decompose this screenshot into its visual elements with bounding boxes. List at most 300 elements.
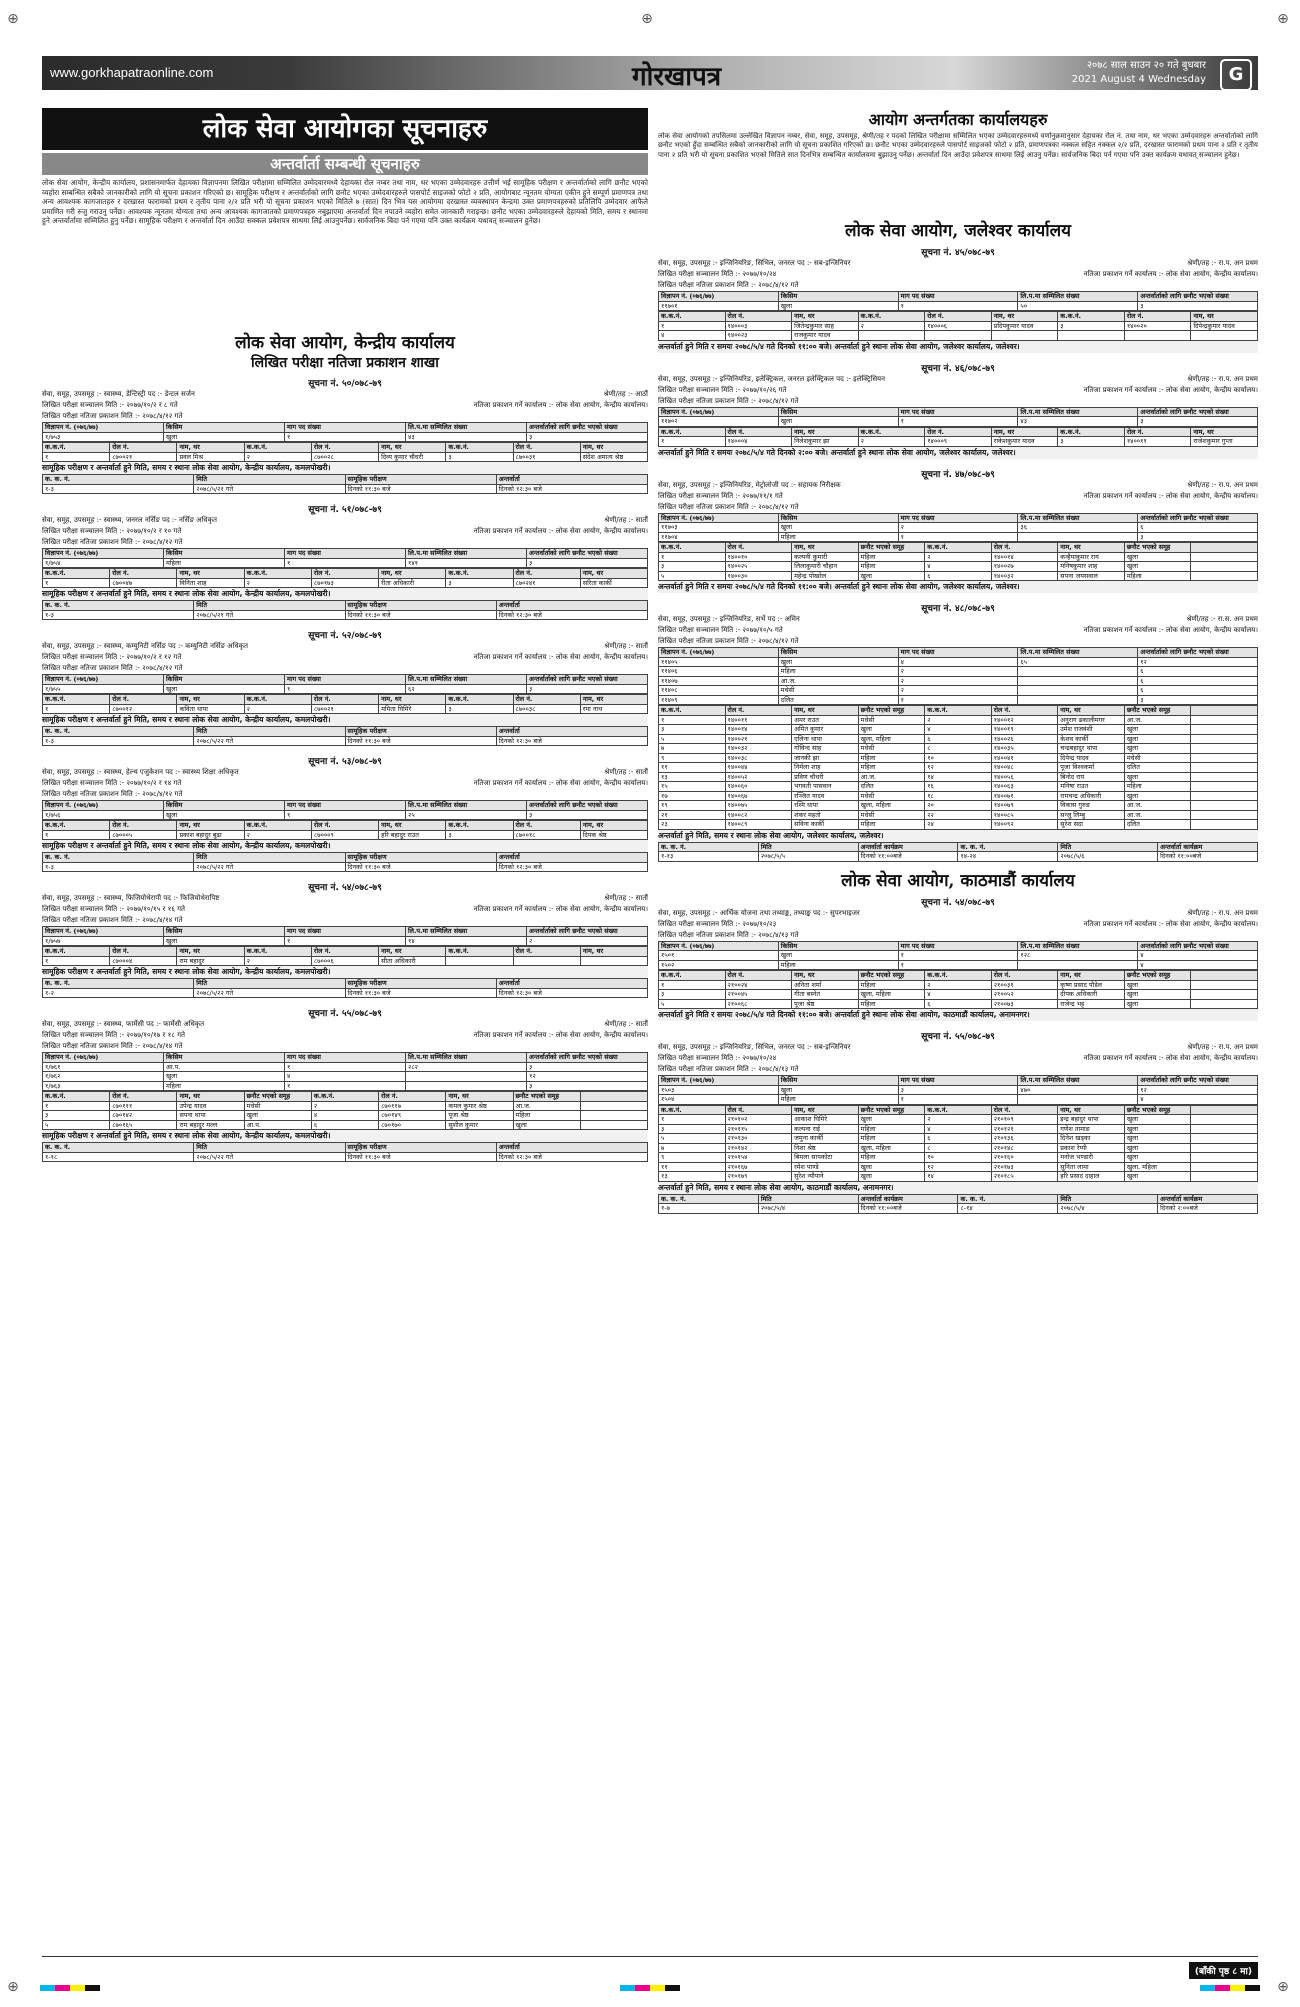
table-header-row [43,853,648,863]
table-cell: खुला [858,1172,925,1182]
advertisement-table [42,674,648,694]
result-publisher: नतिजा प्रकाशन गर्ने कार्यालय :- लोक सेवा आयोग, केन्द्रीय कार्यालय। [473,1031,648,1039]
table-cell: ३ [527,558,648,568]
column-header: क. क. नं. [43,853,194,863]
table-cell: एलिना थापा [792,734,859,744]
table-cell: पूजा श्रेष्ठ [792,999,859,1009]
table-header-row [43,927,648,937]
table-cell: आ.ज. [858,772,925,782]
table-cell: १८ [925,791,992,801]
interview-venue: अन्तर्वार्ता हुने मिति, समय र स्थानः लोक सेवा आयोग, जलेश्वर कार्यालय, जलेश्वर। [658,830,1258,842]
column-header: नाम, थर [792,427,859,437]
table-cell: ६ [1138,686,1258,696]
notice-meta-line [658,614,1258,625]
column-header: क. क. नं. [43,979,194,989]
column-header: विज्ञापन नं. (०७६/७७) [43,675,164,685]
table-cell: कल्पना राई [792,1124,859,1134]
table-cell: १२ [1138,1085,1258,1095]
table-cell: ३ [446,578,513,588]
interview-venue: अन्तर्वार्ता हुने मिति र समयः २०७८/५/४ गते दिनको ११:०० बजे। अन्तर्वार्ता हुने स्थानः लोक सेवा आयोग, जलेश्वर कार्यालय, जलेश्वर। [658,341,1258,353]
table-cell: महिला [858,820,925,830]
table-cell: खुला, महिला [858,1143,925,1153]
table-cell: खुला, महिला [1124,1162,1191,1172]
column-header: विज्ञापन नं. (०७६/७७) [43,801,164,811]
table-cell: २ [244,830,311,840]
table-cell: १४००१४ [725,725,792,735]
column-header: विज्ञापन नं. (०७६/७७) [43,423,164,433]
table-cell: १४०००६ [925,321,992,331]
result-date: लिखित परीक्षा नतिजा प्रकाशन मिति :- २०७८/४/१३ गते [658,1065,799,1073]
column-header: क.क.नं. [858,427,925,437]
table-cell: २२ [925,810,992,820]
table-row [659,960,1258,970]
level: श्रेणी/तह :- सातौं [604,642,648,650]
column-header: रोल नं. [513,443,580,453]
schedule-table [658,1194,1258,1214]
table-cell: १४००११ [725,715,792,725]
post-name: पद :- सब-इन्जिनियर [794,1043,851,1051]
table-cell: अनुराग ढकालीमगर [1058,715,1125,725]
table-cell: २ [898,667,1018,677]
spacer [658,459,1258,463]
date-nepali: २०७८ साल साउन २० गते बुधबार [1086,60,1206,71]
table-cell: १४००१४ [991,552,1058,562]
column-header: क.क.नं. [244,947,311,957]
result-publisher: नतिजा प्रकाशन गर्ने कार्यालय :- लोक सेवा आयोग, केन्द्रीय कार्यालय। [473,401,648,409]
notice-number: सूचना नं. ५०/०७८-७९ [308,379,382,389]
level: श्रेणी/तह :- सातौं [604,516,648,524]
table-cell: ११४०५ [659,657,779,667]
table-cell [1191,1153,1258,1163]
table-cell: अनिता शर्मा [792,980,859,990]
table-cell: ८७००१२ [110,704,177,714]
table-cell [1191,725,1258,735]
table-cell: १५०३ [659,1085,779,1095]
notice-meta-line [42,767,648,778]
table-cell: १/७६१ [43,1062,164,1072]
table-cell: १ [898,1095,1018,1105]
post-name: पद :- फिजियोथेरापिष्ट [161,894,220,902]
table-cell: ७ [659,1143,726,1153]
notice-meta-line [658,908,1258,919]
column-header: नाम, थर [580,821,647,831]
table-cell: २ [244,452,311,462]
table-header-row [659,971,1258,981]
table-cell: २ [925,552,992,562]
table-cell: ८७००२१ [110,452,177,462]
table-cell: २ [244,956,311,966]
notice-block [658,601,1258,866]
result-date: लिखित परीक्षा नतिजा प्रकाशन मिति :- २०७८/४/१२ गते [658,637,799,645]
post-name: पद :- सुपरभाइजर [810,908,860,917]
table-cell: १ [43,452,110,462]
table-header-row [43,821,648,831]
column-header: अन्तर्वार्ता [496,601,647,611]
table-row [659,1143,1258,1153]
table-cell: दिनको ११:३० बजे [345,484,496,494]
table-cell [406,1072,527,1082]
table-cell: महिला [778,960,898,970]
table-cell: १४००६० [725,782,792,792]
column-header: किसिम [164,927,285,937]
post-name: पद :- नर्सिङ अधिकृत [159,516,217,524]
exam-date: लिखित परीक्षा सञ्चालन मिति :- २०७७/१०/२ र १४ गते [42,779,182,787]
table-cell: दिनको १२:३० बजे [496,736,647,746]
column-header: रोल नं. [110,695,177,705]
table-cell: १/७५५ [43,684,164,694]
table-cell: १४००१० [725,552,792,562]
notice-meta-line [42,389,648,400]
table-cell: १ [285,1081,406,1091]
column-header: लि.प.मा सम्मिलित संख्या [1018,407,1138,417]
candidate-table [658,542,1258,581]
table-row [659,725,1258,735]
column-header: क.क.नं. [446,947,513,957]
table-cell [1191,999,1258,1009]
column-header: मिति [194,979,345,989]
advertisement-table [42,548,648,568]
column-header: विज्ञापन नं. (०७६/७७) [659,941,779,951]
table-cell: ४ [925,1124,992,1134]
level: श्रेणी/तह :- सातौं [604,894,648,902]
exam-date: लिखित परीक्षा सञ्चालन मिति :- २०७७/१०/२६ गते [658,385,787,394]
service-group: सेवा, समूह, उपसमूह :- स्वास्थ्य, फिजियोथेरापी [42,894,162,902]
table-row [43,1101,648,1111]
notice-number: सूचना नं. ५२/०७८-७९ [308,631,382,641]
column-header: लि.प.मा सम्मिलित संख्या [406,549,527,559]
table-cell: १२ [925,763,992,773]
table-cell: ४३ [406,432,527,442]
table-cell: २१०१६७ [725,1162,792,1172]
table-cell: सुशील कुमार [446,1120,513,1130]
column-header: नाम, थर [1058,1105,1125,1115]
table-cell: ४ [1138,1095,1258,1105]
column-header: अन्तर्वार्ताको लागि छनौट भएको संख्या [527,549,648,559]
level: श्रेणी/तह :- रा.प. अन प्रथम [1187,259,1258,267]
column-header: किसिम [778,407,898,417]
table-cell: १ [285,936,406,946]
table-cell: खुला [778,1085,898,1095]
column-header: रोल नं. [110,569,177,579]
table-cell [1018,532,1138,542]
table-cell: खुला [164,936,285,946]
column-header: रोल नं. [311,443,378,453]
table-row [43,1081,648,1091]
table-cell: ११४०६ [659,667,779,677]
table-cell: १४०००९ [925,437,992,447]
table-cell: १/७६२ [43,1072,164,1082]
table-cell: प्रविण चौधरी [792,772,859,782]
table-cell: ८७००१८ [513,830,580,840]
table-header-row [43,947,648,957]
table-cell: खुला, महिला [858,801,925,811]
post-name: पद :- कम्युनिटी नर्सिङ अधिकृत [165,642,249,650]
regional-intro-paragraph: लोक सेवा आयोगको तपसिलमा उल्लेखित विज्ञापन नम्बर, सेवा, समूह, उपसमूह, श्रेणी/तह र पदको लिखित परीक्षामा सम्मिलित भएका उम्मेदवारहरुमध्ये वर्णानुक्रमानुसार देहायका रोल नं. तथा नाम, थर भएका उम्मेदवारहरु अन्तर्वार्ताको लागि छनौट भएको हुँदा सम्बन्धित सबैको जानकारीको लागि यो सूचना प्रकाशित गरिएको छ। छनौट भएका उम्मेदवारहरुले पासपोर्ट साइजको फोटो २ प्रति, प्रमाणपत्रका नक्कल सहित नक्कल २/२ प्रति, दरखास्त फारामको प्रथम पाना २ प्रति र तृतीय पाना २ प्रति भरी यो सूचना प्रकाशित भएको मितिले सात दिनभित्र सम्बन्धित कार्यालयमा बुझाउनु पर्नेछ। अन्तर्वार्ता दिन आउँदा प्रवेशपत्र साथमा लिई आउनु पर्नेछ। सार्वजनिक बिदा पर्न गएमा पनि उक्त कार्यक्रम यथावत् सञ्चालन हुनेछ। [658,132,1258,159]
table-cell: खुला [858,571,925,581]
notice-meta-line [658,385,1258,396]
exam-date: लिखित परीक्षा सञ्चालन मिति :- २०७७/१०/२ र १० गते [42,527,182,535]
table-header-row [659,648,1258,658]
table-cell: १७ [659,791,726,801]
table-cell [1191,1115,1258,1125]
column-header: अन्तर्वार्ताको लागि छनौट भएको संख्या [527,423,648,433]
table-cell: रश्मि थापा [792,801,859,811]
column-header: क.क.नं. [244,569,311,579]
notice-block [658,1029,1258,1218]
table-cell: सुनिता लामा [1058,1162,1125,1172]
column-header: रोल नं. [725,706,792,716]
table-cell: खुला [164,432,285,442]
table-cell: कल्पनी कुमारी [792,552,859,562]
service-group: सेवा, समूह, उपसमूह :- इन्जिनियरिङ, सर्भे [658,615,766,623]
table-row [659,744,1258,754]
post-name: पद :- अमिन [765,615,800,623]
table-cell: सपना थापा [177,1111,244,1121]
column-header: नाम, थर [379,569,446,579]
interview-venue: सामूहिक परीक्षण र अन्तर्वार्ता हुने मिति, समय र स्थानः लोक सेवा आयोग, केन्द्रीय कार्यालय, कमलपोखरी। [42,462,648,474]
column-header: नाम, थर [177,1092,244,1102]
column-header: अन्तर्वार्ता कार्यक्रम [858,842,958,852]
level: श्रेणी/तह :- रा.प. अन प्रथम [1187,480,1258,489]
column-header: क.क.नं. [43,695,110,705]
notice-block [658,361,1258,463]
schedule-table [42,726,648,746]
candidate-table [658,311,1258,341]
column-header: अन्तर्वार्ता [496,475,647,485]
table-cell: कन्हैयाकुमार राय [1058,552,1125,562]
table-row [43,810,648,820]
table-row [659,801,1258,811]
column-header: रोल नं. [379,1092,446,1102]
table-header-row [43,549,648,559]
gorkhapatra-logo-icon: G [1220,59,1252,91]
table-cell: हरि प्रसाद दाहाल [1058,1172,1125,1182]
table-cell [1191,763,1258,773]
notice-block [42,1006,648,1166]
table-cell [1058,331,1125,341]
table-cell: २१०१०२ [725,1115,792,1125]
column-header: माग पद संख्या [285,675,406,685]
table-cell: खुला [1124,791,1191,801]
result-publisher: नतिजा प्रकाशन गर्ने कार्यालय :- लोक सेवा आयोग, केन्द्रीय कार्यालय। [473,905,648,913]
column-header: क.क.नं. [43,443,110,453]
left-column [42,108,648,1166]
post-name: पद :- सहायक निरीक्षक [778,480,841,489]
table-cell: १-२ [43,988,194,998]
column-header: अन्तर्वार्ताको लागि छनौट भएको संख्या [527,801,648,811]
column-header: किसिम [164,423,285,433]
table-cell [1191,810,1258,820]
table-cell [1191,791,1258,801]
table-cell: मनोज भण्डारी [1058,1153,1125,1163]
table-cell: दिनको ११:३० बजे [345,610,496,620]
right-offices [658,218,1258,1218]
column-header: नाम, थर [379,821,446,831]
table-cell: ४३ [1018,417,1138,427]
table-cell: २१०१३६ [991,1134,1058,1144]
table-row [659,321,1258,331]
table-cell: अमित कुमार [792,725,859,735]
table-cell: खुला [1124,1115,1191,1125]
registration-mark-icon: ⊕ [1277,1979,1289,1995]
table-cell: पूजा श्रेष्ठ [446,1111,513,1121]
table-cell: २१००२४ [725,980,792,990]
table-cell: १/७५७ [43,936,164,946]
result-publisher: नतिजा प्रकाशन गर्ने कार्यालय :- लोक सेवा आयोग, केन्द्रीय कार्यालय। [1083,491,1258,500]
table-cell: १४००३२ [725,744,792,754]
table-cell: १४ [406,936,527,946]
spacer [658,593,1258,597]
table-cell: ४ [311,1111,378,1121]
table-header-row [43,979,648,989]
table-cell: २०७८/५/२२ गते [194,1152,345,1162]
table-cell [580,1111,647,1121]
interview-venue: अन्तर्वार्ता हुने मिति, समय र स्थानः लोक सेवा आयोग, काठमाडौं कार्यालय, अनामनगर। [658,1182,1258,1194]
table-header-row [659,312,1258,322]
table-cell: १/७५६ [43,810,164,820]
table-cell: १४०००३ [725,321,792,331]
result-date: लिखित परीक्षा नतिजा प्रकाशन मिति :- २०७८/४/१२ गते [42,664,183,672]
column-header: क. क. नं. [43,1143,194,1153]
table-cell: ५ [659,1134,726,1144]
table-cell: ८७०१४२ [110,1111,177,1121]
table-row [659,1153,1258,1163]
column-header: रोल नं. [513,947,580,957]
table-cell: महिला [858,1153,925,1163]
table-header-row [659,407,1258,417]
column-header: क. क. नं. [958,1194,1058,1204]
table-cell: खुला [1124,772,1191,782]
table-cell: ७ [659,744,726,754]
table-cell: २० [925,801,992,811]
table-cell: ५ [659,734,726,744]
table-header-row [659,1105,1258,1115]
table-cell: ६ [1138,676,1258,686]
notice-number: सूचना नं. ५५/०७८-७९ [921,1032,995,1042]
service-group: सेवा, समूह, उपसमूह :- स्वास्थ्य, कम्युनिटी नर्सिङ [42,642,166,650]
table-cell: लिलाकुमारी चौहान [792,562,859,572]
table-cell: १ [285,432,406,442]
site-url[interactable]: www.gorkhapatraonline.com [50,65,214,80]
table-cell: १४००२३ [725,331,792,341]
table-cell: सरिता कार्की [580,578,647,588]
exam-date: लिखित परीक्षा सञ्चालन मिति :- २०७७/१०/२३ [658,919,777,928]
table-cell: १४००४४ [725,763,792,773]
column-header: विज्ञापन नं. (०७६/७७) [659,407,779,417]
table-cell: २०७८/५/४ [1058,1204,1158,1214]
spacer [42,998,648,1002]
table-cell: १-३ [43,610,194,620]
table-cell: जितेन्द्रकुमार साह [792,321,859,331]
table-header-row [659,292,1258,302]
table-cell: २०७८/५/४ [758,1204,858,1214]
table-cell: निलेशकुमार झा [792,437,859,447]
column-header: अन्तर्वार्ताको लागि छनौट भएको संख्या [1138,1076,1258,1086]
table-cell [1191,980,1258,990]
table-cell: सन्जु लिम्बु [1058,810,1125,820]
table-cell: खुला [164,810,285,820]
table-cell: खुला [858,725,925,735]
table-cell: १४००८२ [725,810,792,820]
column-header: रोल नं. [725,312,792,322]
result-date: लिखित परीक्षा नतिजा प्रकाशन मिति :- २०७८/४/१२ गते [42,790,183,798]
color-calibration-bar [620,1985,680,1991]
registration-mark-icon: ⊕ [641,11,653,27]
column-header: अन्तर्वार्ताको लागि छनौट भएको संख्या [527,1053,648,1063]
table-cell [1018,1095,1138,1105]
column-header: माग पद संख्या [898,513,1018,523]
table-cell: खुला [1124,562,1191,572]
table-header-row [659,706,1258,716]
exam-date: लिखित परीक्षा सञ्चालन मिति :- २०७७/१०/२४ [658,270,777,278]
candidate-table [42,820,648,840]
table-row [659,791,1258,801]
column-header: रोल नं. [110,821,177,831]
table-cell: सुरेश सदा [1058,820,1125,830]
table-cell: ६२ [406,684,527,694]
table-cell: मधेसी [244,1101,311,1111]
notice-meta-line [42,515,648,526]
table-cell: गीता बस्नेत [792,990,859,1000]
column-header: विज्ञापन नं. (०७६/७७) [659,513,779,523]
column-header: रोल नं. [1124,427,1191,437]
column-header: नाम, थर [580,947,647,957]
column-header: रोल नं. [513,569,580,579]
table-cell: ११४०८ [659,686,779,696]
table-cell: ८७०००९ [311,830,378,840]
spacer [42,494,648,498]
spacer [658,1214,1258,1218]
column-header: क.क.नं. [659,312,726,322]
spacer [42,1162,648,1166]
column-header: नाम, थर [792,706,859,716]
column-header: किसिम [164,675,285,685]
table-cell: २०७८/५/२२ गते [194,862,345,872]
table-cell: १-१३ [659,852,759,862]
table-row [659,715,1258,725]
table-row [659,1204,1258,1214]
table-row [659,417,1258,427]
table-cell [1018,695,1138,705]
table-cell: अमर राउत [792,715,859,725]
table-cell: १ [285,684,406,694]
column-header: माग पद संख्या [285,423,406,433]
column-header: छनौट भएको समूह [858,543,925,553]
table-cell [991,331,1058,341]
notice-meta-line [42,641,648,652]
table-cell: राम बहादुर मल्ल [177,1120,244,1130]
table-row [659,1085,1258,1095]
table-cell: २ [898,676,1018,686]
column-header: सामूहिक परीक्षण [345,475,496,485]
table-cell: १४००१९ [991,725,1058,735]
table-row [659,763,1258,773]
table-cell: २१०१२१ [991,1124,1058,1134]
table-cell: ६ [925,571,992,581]
table-cell: केशव कार्की [1058,734,1125,744]
result-date: लिखित परीक्षा नतिजा प्रकाशन मिति :- २०७८/४/१२ गते [658,281,799,289]
table-cell: ८७००३१ [513,452,580,462]
table-header-row [43,475,648,485]
table-row [43,1111,648,1121]
table-cell: १ [659,321,726,331]
result-date: लिखित परीक्षा नतिजा प्रकाशन मिति :- २०७८/४/१३ गते [658,930,799,939]
table-cell: २४ [925,820,992,830]
table-cell: १२८ [1018,951,1138,961]
table-cell: २०७८/५/२१ गते [194,484,345,494]
table-cell: १ [43,1101,110,1111]
candidate-table [658,970,1258,1009]
